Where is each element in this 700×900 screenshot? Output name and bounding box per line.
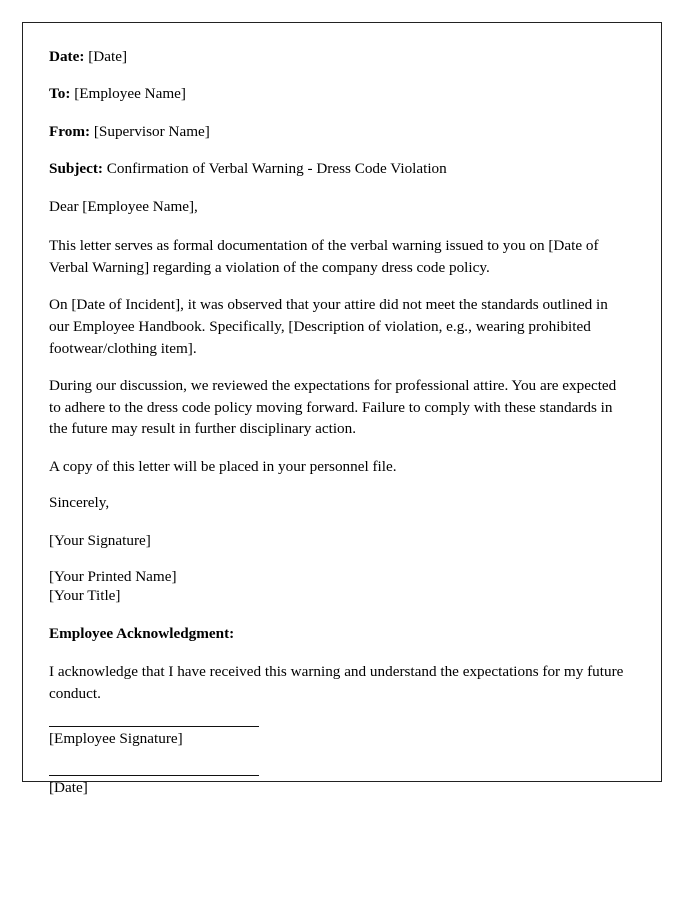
field-subject-label: Subject: bbox=[49, 160, 103, 178]
paragraph-expectations: During our discussion, we reviewed the expectations for professional attire. You are expected to adhere to the dress code policy moving forward. Failure to comply with these standards in the future may result in further disciplinary action. bbox=[49, 377, 617, 438]
field-from-label: From: bbox=[49, 122, 91, 140]
field-date-label: Date: bbox=[49, 48, 85, 65]
paragraph-personnel-file: A copy of this letter will be placed in your personnel file. bbox=[49, 457, 397, 475]
employee-signature-label: [Employee Signature] bbox=[49, 730, 183, 748]
field-from bbox=[49, 122, 631, 141]
letter-body bbox=[49, 47, 631, 797]
acknowledgment-body: I acknowledge that I have received this warning and understand the expectations for my future conduct. bbox=[49, 662, 624, 702]
signature-date-group bbox=[49, 775, 631, 797]
field-to-label: To: bbox=[49, 85, 71, 103]
field-subject-value: Confirmation of Verbal Warning - Dress Code Violation bbox=[106, 160, 447, 178]
printed-name: [Your Printed Name] bbox=[49, 568, 177, 586]
acknowledgment-heading: Employee Acknowledgment: bbox=[49, 625, 235, 643]
field-to bbox=[49, 84, 631, 103]
employee-signature-rule[interactable] bbox=[49, 726, 259, 727]
closing: Sincerely, bbox=[49, 494, 110, 512]
field-subject bbox=[49, 159, 631, 178]
document-page bbox=[22, 22, 662, 796]
signer-title: [Your Title] bbox=[49, 586, 121, 604]
field-from-value: [Supervisor Name] bbox=[93, 122, 210, 140]
signature-date-rule[interactable] bbox=[49, 775, 259, 776]
signature-date-label: [Date] bbox=[49, 778, 88, 796]
paragraph-incident: On [Date of Incident], it was observed that your attire did not meet the standards outlined in our Employee Handbook. Specifically, [Description of violation, e.g., wearing prohibited footwear/clothing item]. bbox=[49, 296, 608, 357]
signature-name-block bbox=[49, 568, 631, 605]
paragraph-verbal-warning: This letter serves as formal documentation of the verbal warning issued to you on [Date of Verbal Warning] regarding a violation of the company dress code policy. bbox=[49, 237, 599, 276]
signature-placeholder: [Your Signature] bbox=[49, 531, 151, 549]
employee-signature-group bbox=[49, 726, 631, 748]
field-to-value: [Employee Name] bbox=[74, 85, 186, 103]
field-date bbox=[49, 47, 631, 66]
field-date-value: [Date] bbox=[88, 48, 128, 65]
salutation: Dear [Employee Name], bbox=[49, 197, 198, 215]
